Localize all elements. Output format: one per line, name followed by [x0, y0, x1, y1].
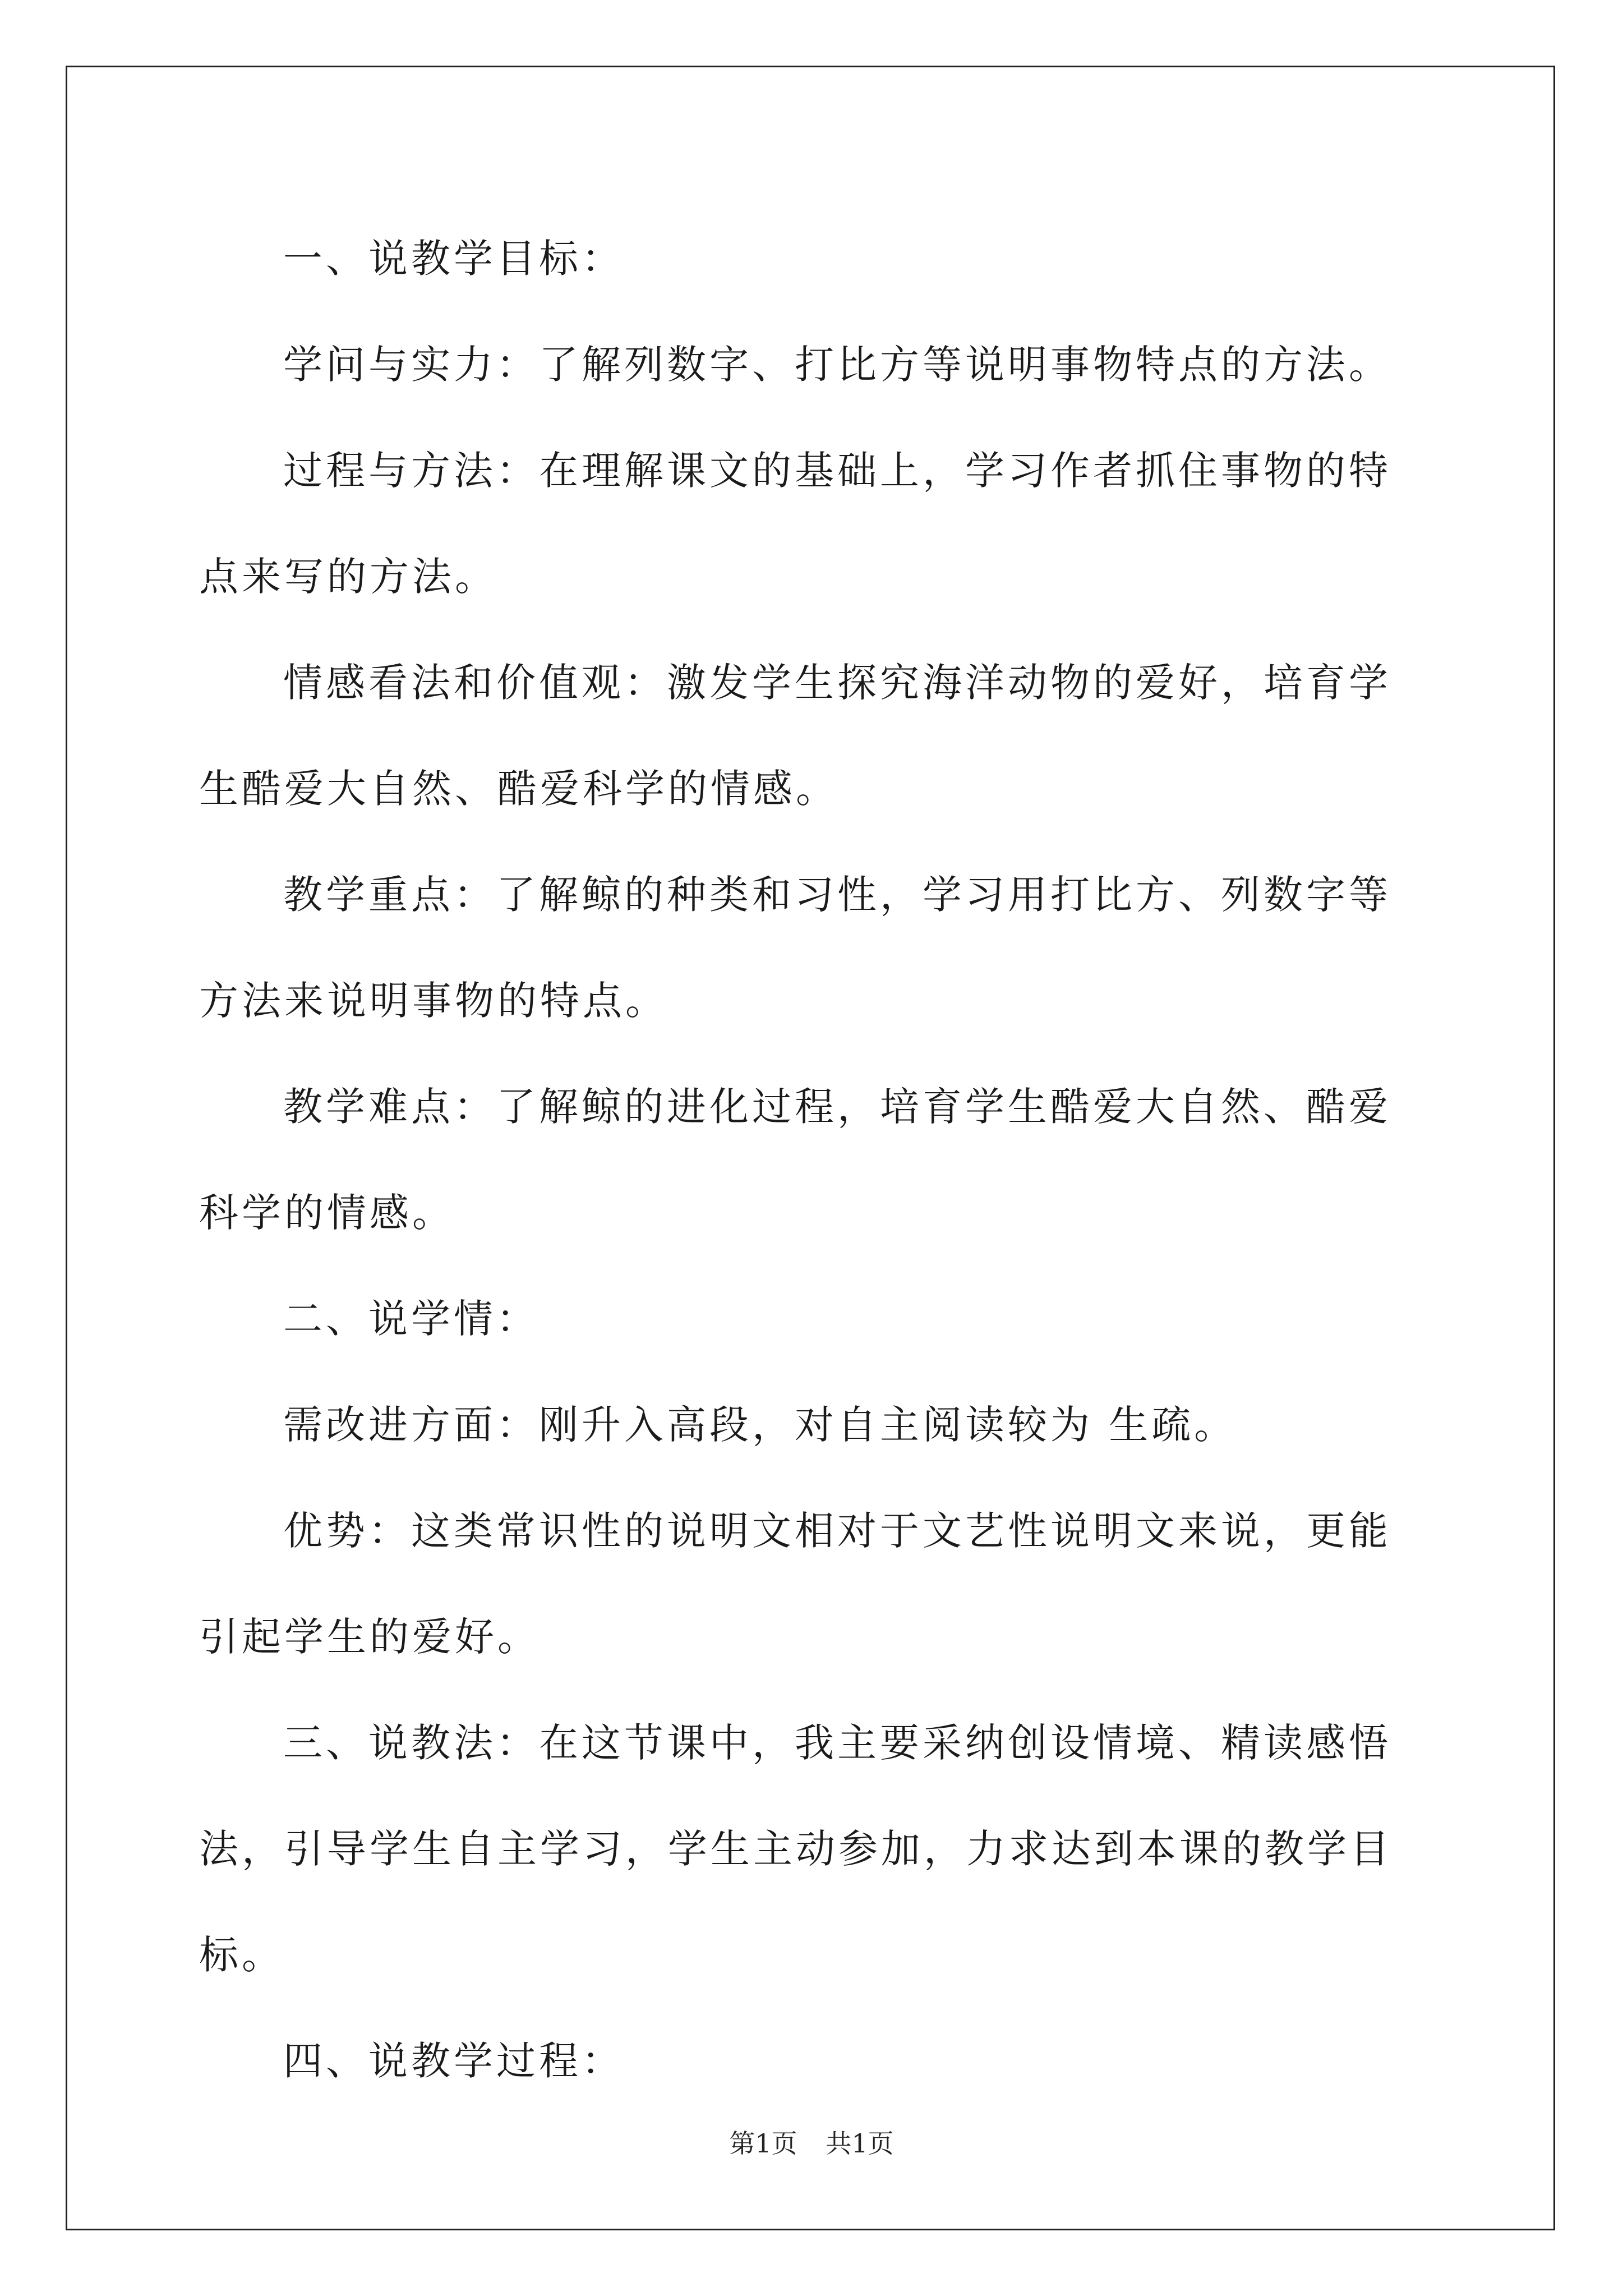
page-number: 第1页 [729, 2128, 797, 2159]
paragraph-emotion-values: 情感看法和价值观：激发学生探究海洋动物的爱好，培育学生酷爱大自然、酷爱科学的情感。 [199, 660, 1391, 812]
document-body [199, 206, 1427, 2114]
paragraph-knowledge-ability: 学问与实力：了解列数字、打比方等说明事物特点的方法。 [283, 342, 1391, 388]
paragraph-teaching-focus: 教学重点：了解鲸的种类和习性，学习用打比方、列数字等方法来说明事物的特点。 [199, 872, 1391, 1024]
paragraph-teaching-method: 三、说教法：在这节课中，我主要采纳创设情境、精读感悟法，引导学生自主学习，学生主动参加，力求达到本课的教学目标。 [199, 1720, 1393, 1978]
paragraph-process-heading: 四、说教学过程： [283, 2038, 624, 2084]
paragraph-learner-heading: 二、说学情： [283, 1296, 539, 1342]
paragraph-teaching-difficulty: 教学难点：了解鲸的进化过程，培育学生酷爱大自然、酷爱科学的情感。 [199, 1084, 1391, 1236]
paragraph-objectives-heading: 一、说教学目标： [283, 236, 624, 282]
page-total: 共1页 [826, 2128, 894, 2159]
paragraph-improvement: 需改进方面：刚升入高段，对自主阅读较为 生疏。 [283, 1402, 1237, 1448]
page-footer [0, 2123, 1623, 2160]
paragraph-advantage: 优势：这类常识性的说明文相对于文艺性说明文来说，更能引起学生的爱好。 [199, 1508, 1391, 1660]
paragraph-process-method: 过程与方法：在理解课文的基础上，学习作者抓住事物的特点来写的方法。 [199, 448, 1391, 600]
